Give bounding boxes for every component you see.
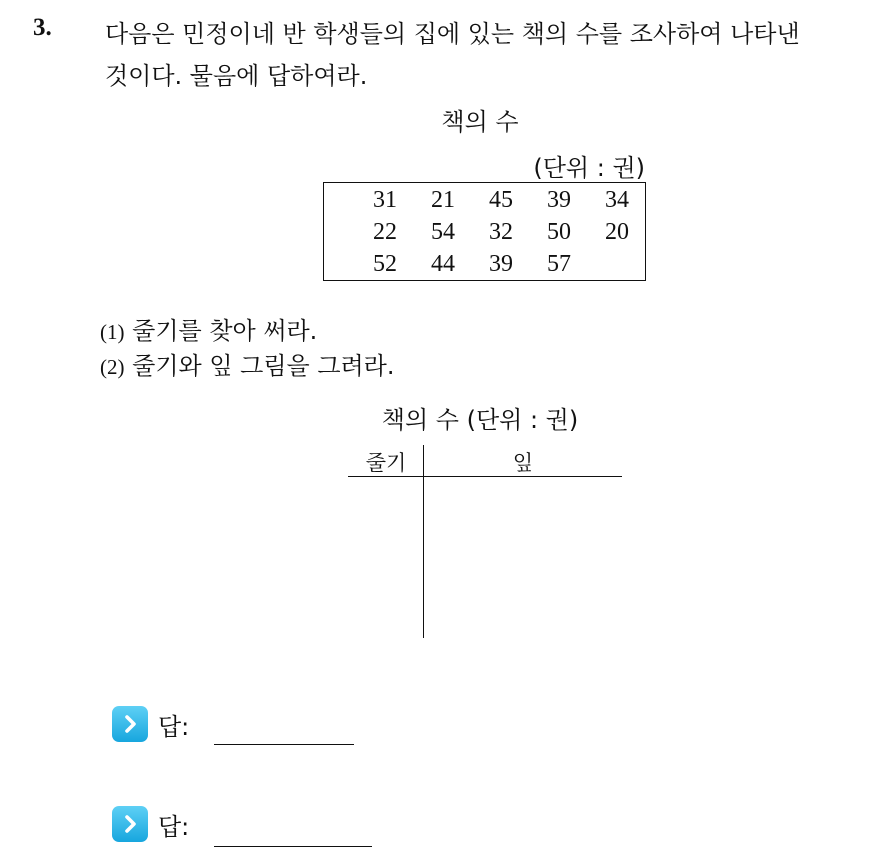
data-cell: 20 [605,219,629,245]
answer-blank[interactable] [214,744,354,745]
question-text-line1: 다음은 민정이네 반 학생들의 집에 있는 책의 수를 조사하여 나타낸 [105,20,800,48]
data-table [323,182,646,281]
data-cell: 57 [547,251,571,277]
data-cell: 22 [373,219,397,245]
answer-label: 답: [158,713,190,741]
answer-blank[interactable] [214,846,372,847]
question-text-line2: 것이다. 물음에 답하여라. [105,62,368,90]
chevron-right-icon [112,706,148,742]
data-cell: 54 [431,219,455,245]
answer-label: 답: [158,813,190,841]
data-row [324,248,645,281]
data-cell: 21 [431,187,455,213]
data-cell: 32 [489,219,513,245]
subquestion-number: (2) [100,355,125,379]
data-cell: 39 [547,187,571,213]
data-cell: 31 [373,187,397,213]
subquestion-text: 줄기를 찾아 써라. [132,317,318,345]
data-cell: 39 [489,251,513,277]
stem-leaf-title: 책의 수 (단위 : 권) [381,406,579,434]
stem-leaf-vertical-rule [423,445,424,638]
subquestion-2 [100,346,395,381]
subquestion-1 [100,311,317,346]
subquestion-number: (1) [100,320,125,344]
chevron-right-icon [112,806,148,842]
data-cell: 44 [431,251,455,277]
stem-header: 줄기 [365,451,407,475]
data-row [324,216,645,249]
data-table-unit: (단위 : 권) [533,154,645,182]
data-cell: 50 [547,219,571,245]
data-cell: 52 [373,251,397,277]
leaf-header: 잎 [512,451,534,475]
question-number: 3. [33,14,52,41]
subquestion-text: 줄기와 잎 그림을 그려라. [132,352,395,380]
data-row [324,184,645,217]
stem-leaf-horizontal-rule [348,476,622,477]
data-cell: 45 [489,187,513,213]
data-table-title: 책의 수 [441,108,519,136]
data-cell: 34 [605,187,629,213]
